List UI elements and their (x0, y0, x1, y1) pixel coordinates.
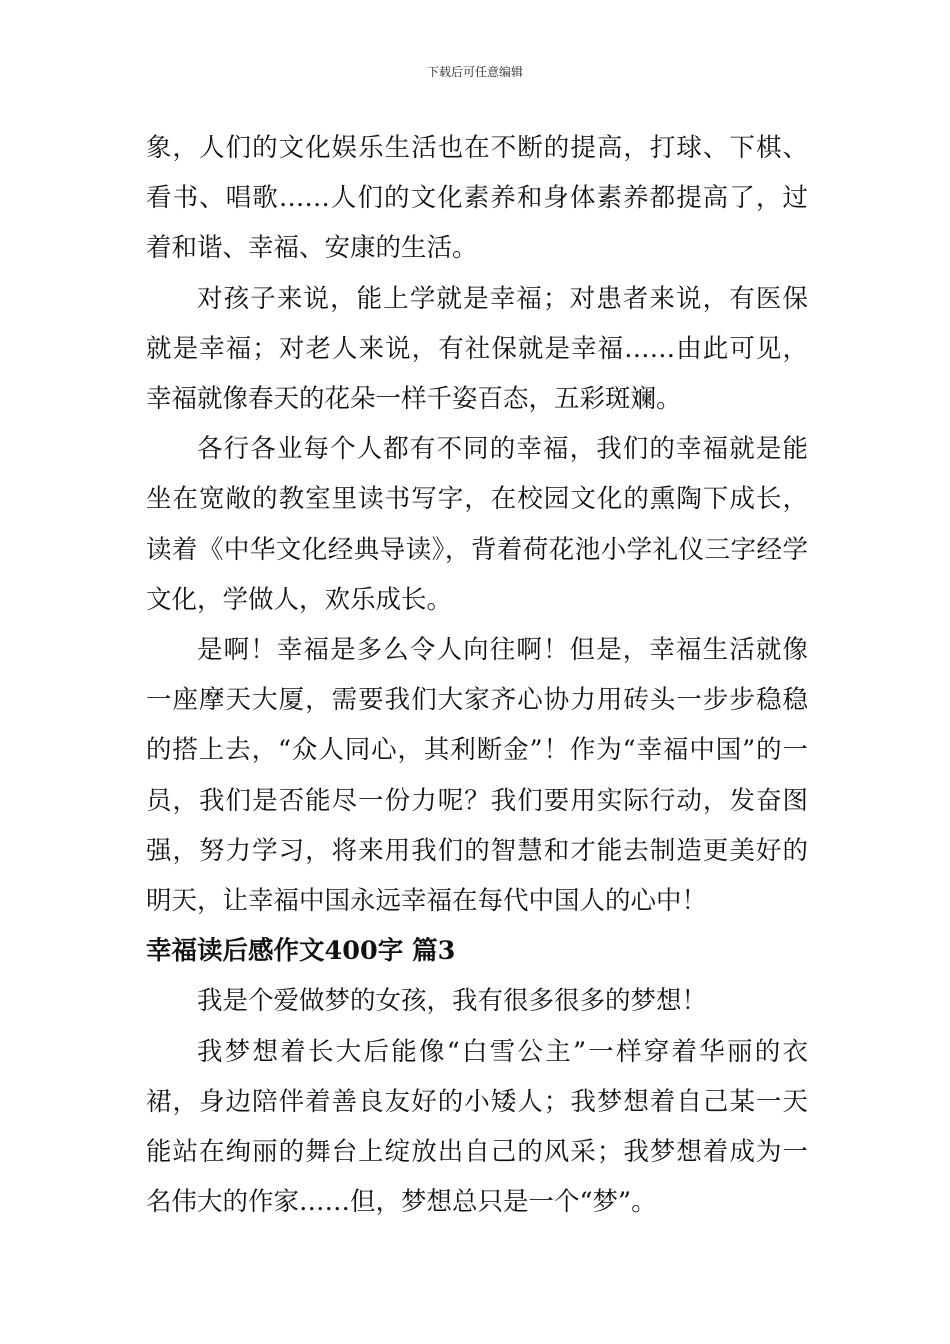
paragraph-1: 象，人们的文化娱乐生活也在不断的提高，打球、下棋、看书、唱歌……人们的文化素养和身体素养都提高了，过着和谐、幸福、安康的生活。 (146, 133, 808, 264)
section-title: 幸福读后感作文400字 篇3 (146, 936, 456, 967)
section-paragraph-2: 我梦想着长大后能像“白雪公主”一样穿着华丽的衣裙，身边陪伴着善良友好的小矮人；我梦想着自己某一天能站在绚丽的舞台上绽放出自己的风采；我梦想着成为一名伟大的作家……但，梦想总只是一个“梦”。 (146, 1036, 808, 1218)
paragraph-3: 各行各业每个人都有不同的幸福，我们的幸福就是能坐在宽敞的教室里读书写字，在校园文化的熏陶下成长，读着《中华文化经典导读》，背着荷花池小学礼仪三字经学文化，学做人，欢乐成长。 (146, 434, 808, 615)
section-paragraph-1: 我是个爱做梦的女孩，我有很多很多的梦想！ (197, 986, 708, 1017)
paragraph-2: 对孩子来说，能上学就是幸福；对患者来说，有医保就是幸福；对老人来说，有社保就是幸福……由此可见，幸福就像春天的花朵一样千姿百态，五彩斑斓。 (146, 283, 808, 415)
paragraph-4: 是啊！幸福是多么令人向往啊！但是，幸福生活就像一座摩天大厦，需要我们大家齐心协力用砖头一步步稳稳的搭上去，“众人同心，其利断金”！作为“幸福中国”的一员，我们是否能尽一份力呢？我们要用实际行动，发奋图强，努力学习，将来用我们的智慧和才能去制造更美好的明天，让幸福中国永远幸福在每代中国人的心中！ (146, 635, 808, 917)
page-header: 下载后可任意编辑 (426, 65, 523, 79)
document-body (146, 123, 808, 1227)
